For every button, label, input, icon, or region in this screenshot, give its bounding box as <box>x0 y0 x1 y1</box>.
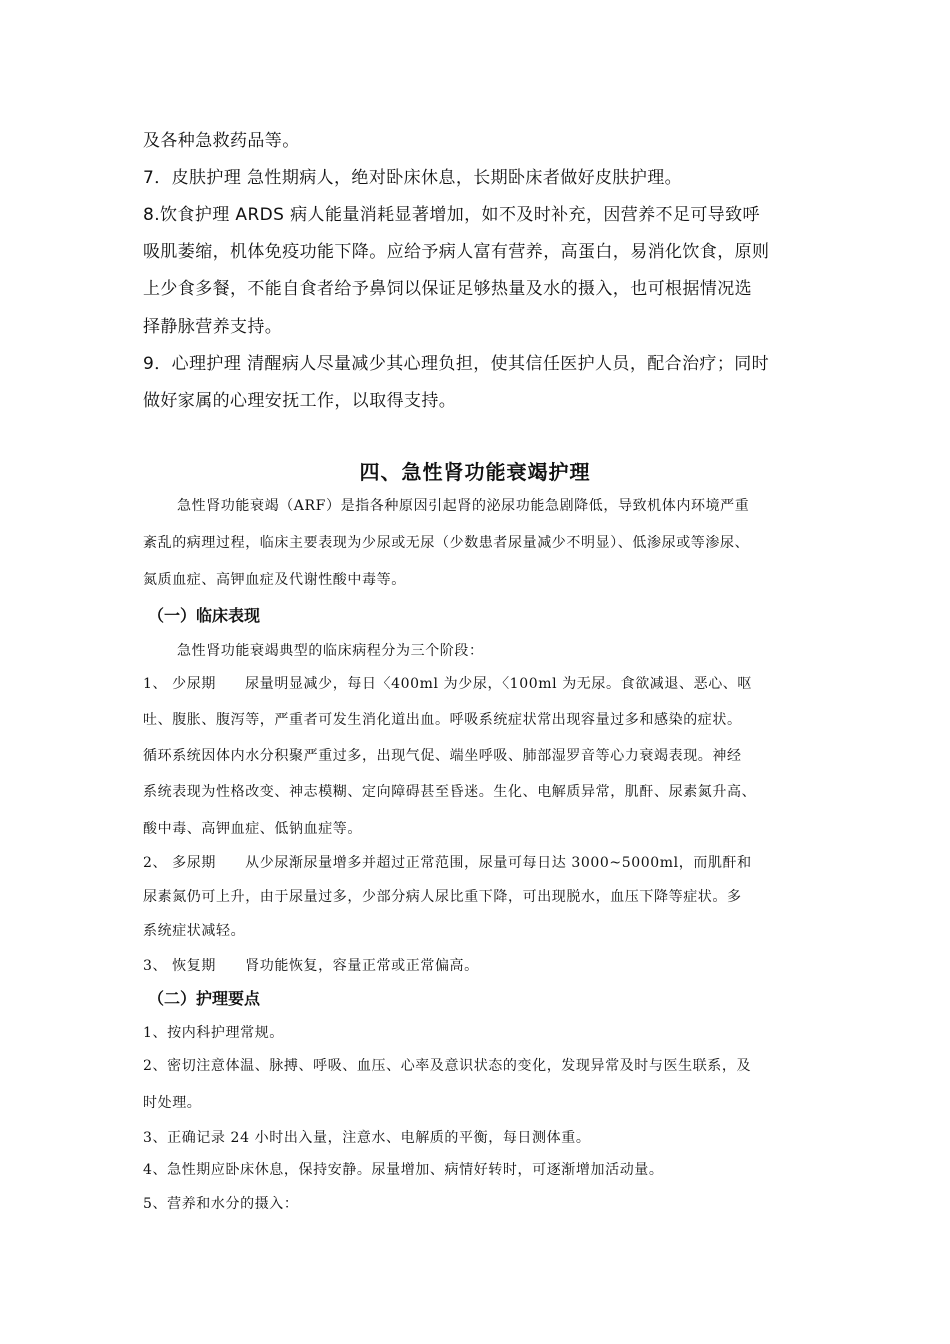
subsection-title: （二）护理要点 <box>148 989 261 1008</box>
text-line: 5、营养和水分的摄入： <box>143 1196 299 1212</box>
text-line: 氮质血症、高钾血症及代谢性酸中毒等。 <box>143 572 406 588</box>
text-line: 系统表现为性格改变、神志模糊、定向障碍甚至昏迷。生化、电解质异常，肌酐、尿素氮升高、 <box>143 784 757 800</box>
text-line: 1、按内科护理常规。 <box>143 1025 284 1041</box>
text-line: 紊乱的病理过程，临床主要表现为少尿或无尿（少数患者尿量减少不明显）、低渗尿或等渗尿、 <box>143 535 750 551</box>
text-line: 系统症状减轻。 <box>143 923 246 939</box>
text-line: 择静脉营养支持。 <box>143 317 283 337</box>
text-line: 9．心理护理 清醒病人尽量减少其心理负担，使其信任医护人员，配合治疗；同时 <box>143 354 770 374</box>
text-line: 急性肾功能衰竭典型的临床病程分为三个阶段： <box>177 643 484 659</box>
text-line: 4、急性期应卧床休息，保持安静。尿量增加、病情好转时，可逐渐增加活动量。 <box>143 1162 664 1178</box>
subsection-title: （一）临床表现 <box>148 606 261 625</box>
text-line: 2、 多尿期 从少尿渐尿量增多并超过正常范围，尿量可每日达 3000~5000ml，而肌酐和 <box>143 855 752 871</box>
text-line: 及各种急救药品等。 <box>143 131 300 151</box>
text-line: 3、正确记录 24 小时出入量，注意水、电解质的平衡，每日测体重。 <box>143 1130 591 1146</box>
text-line: 2、密切注意体温、脉搏、呼吸、血压、心率及意识状态的变化，发现异常及时与医生联系，及 <box>143 1058 752 1074</box>
text-line: 做好家属的心理安抚工作，以取得支持。 <box>143 391 457 411</box>
section-title: 四、急性肾功能衰竭护理 <box>359 460 591 484</box>
text-line: 上少食多餐，不能自食者给予鼻饲以保证足够热量及水的摄入，也可根据情况选 <box>143 279 752 299</box>
text-line: 吸肌萎缩，机体免疫功能下降。应给予病人富有营养，高蛋白，易消化饮食，原则 <box>143 242 770 262</box>
text-line: 时处理。 <box>143 1095 202 1111</box>
text-line: 循环系统因体内水分积聚严重过多，出现气促、端坐呼吸、肺部湿罗音等心力衰竭表现。神经 <box>143 748 742 764</box>
text-line: 1、 少尿期 尿量明显减少，每日〈400ml 为少尿，〈100ml 为无尿。食欲减退、恶心、呕 <box>143 676 753 692</box>
text-line: 3、 恢复期 肾功能恢复，容量正常或正常偏高。 <box>143 958 479 974</box>
text-line: 7．皮肤护理 急性期病人，绝对卧床休息，长期卧床者做好皮肤护理。 <box>143 168 683 188</box>
text-line: 急性肾功能衰竭（ARF）是指各种原因引起肾的泌尿功能急剧降低，导致机体内环境严重 <box>177 498 750 514</box>
text-line: 酸中毒、高钾血症、低钠血症等。 <box>143 821 362 837</box>
text-line: 吐、腹胀、腹泻等，严重者可发生消化道出血。呼吸系统症状常出现容量过多和感染的症状。 <box>143 712 742 728</box>
text-line: 8.饮食护理 ARDS 病人能量消耗显著增加，如不及时补充，因营养不足可导致呼 <box>143 205 760 225</box>
text-line: 尿素氮仍可上升，由于尿量过多，少部分病人尿比重下降，可出现脱水，血压下降等症状。多 <box>143 889 742 905</box>
